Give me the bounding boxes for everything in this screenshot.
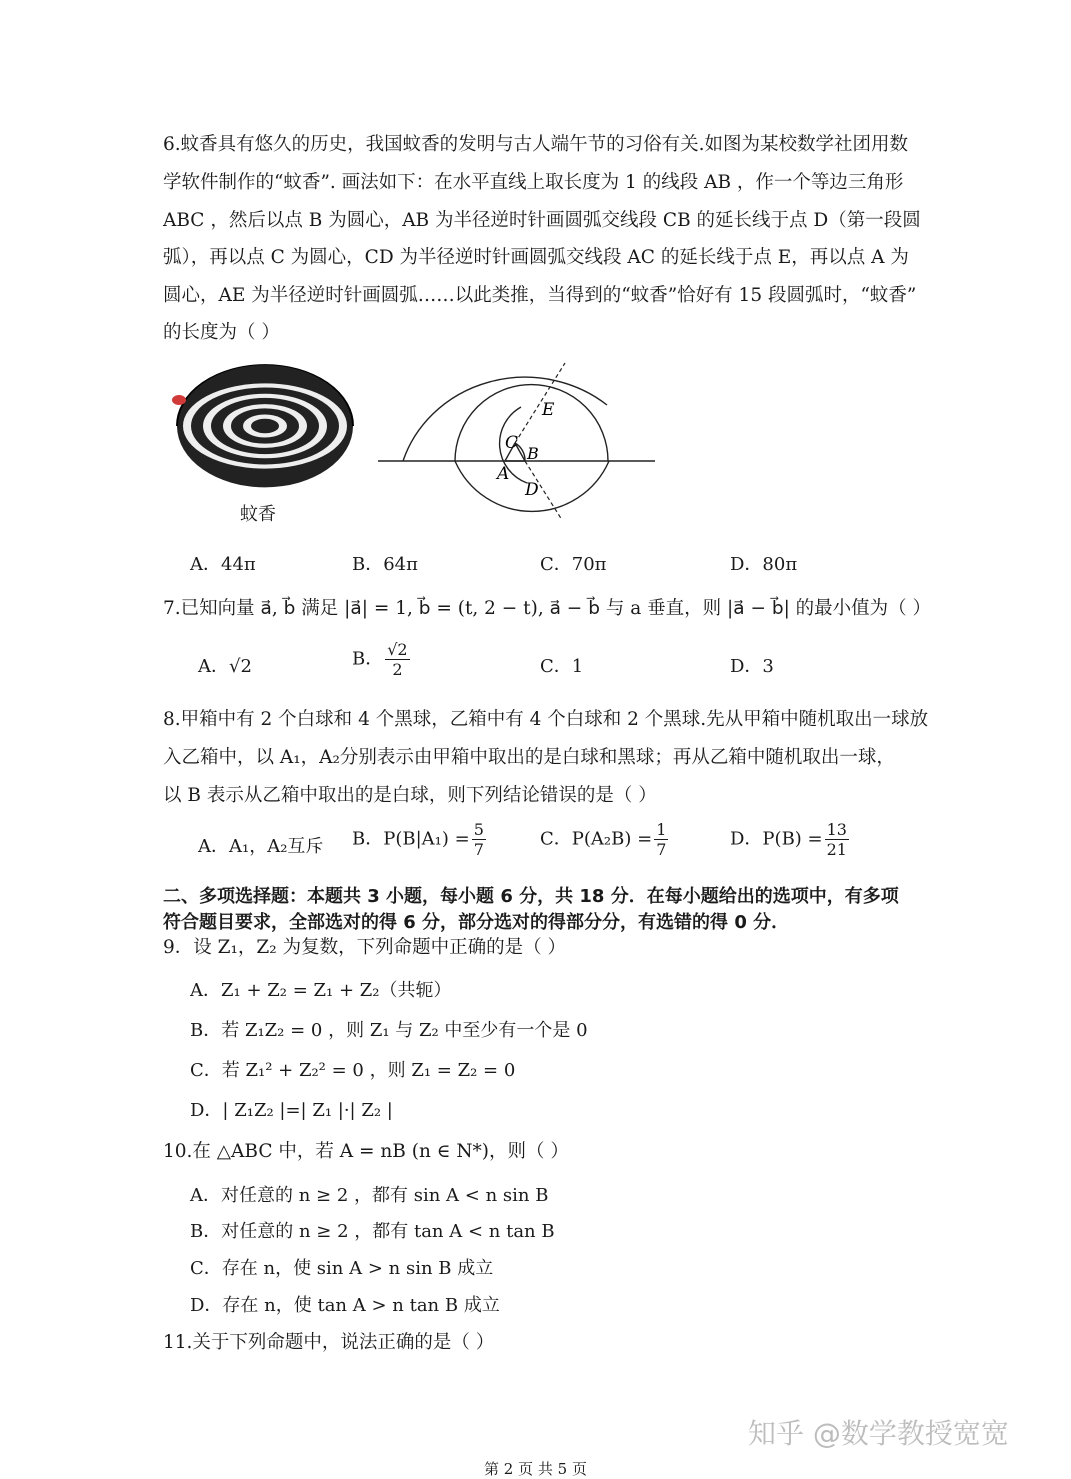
q10-stem: 10.在 △ABC 中，若 A = nB (n ∈ N*)，则（ ）	[163, 1141, 569, 1162]
q8-line-1: 8.甲箱中有 2 个白球和 4 个黑球，乙箱中有 4 个白球和 2 个黑球.先从甲箱中随机取出一球放	[163, 709, 929, 730]
q8-option-b-label: B．P(B|A₁) =	[352, 828, 470, 850]
q10-option-a: A．对任意的 n ≥ 2 ，都有 sin A < n sin B	[190, 1185, 549, 1206]
q6-option-a: A．44π	[190, 554, 256, 575]
q8-c-denominator: 7	[656, 840, 667, 859]
q8-option-c-label: C．P(A₂B) =	[540, 828, 653, 850]
label-B: B	[527, 444, 539, 463]
q8-option-b	[352, 820, 488, 859]
label-C: C	[505, 433, 519, 453]
label-A: A	[497, 464, 510, 484]
q8-b-denominator: 7	[473, 840, 484, 859]
q6-line-1: 6.蚊香具有悠久的历史，我国蚊香的发明与古人端午节的习俗有关.如图为某校数学社团用数	[163, 134, 909, 155]
q8-line-3: 以 B 表示从乙箱中取出的是白球，则下列结论错误的是（ ）	[163, 785, 657, 806]
q6-line-3: ABC ，然后以点 B 为圆心，AB 为半径逆时针画圆弧交线段 CB 的延长线于点 D（第一段圆	[163, 210, 921, 231]
q6-option-d: D．80π	[730, 554, 798, 575]
q7-option-d: D．3	[730, 656, 774, 677]
q10-option-d: D．存在 n，使 tan A > n tan B 成立	[190, 1295, 500, 1316]
q6-image-caption: 蚊香	[240, 504, 276, 525]
q8-option-d-fraction	[825, 820, 849, 859]
dashed-line	[515, 363, 565, 443]
spiral-diagram	[375, 355, 660, 540]
q6-option-b: B．64π	[352, 554, 418, 575]
q7-option-b	[352, 640, 412, 679]
q6-line-4: 弧），再以点 C 为圆心，CD 为半径逆时针画圆弧交线段 AC 的延长线于点 E，再以点 A 为	[163, 247, 909, 268]
q8-line-2: 入乙箱中，以 A₁，A₂分别表示由甲箱中取出的是白球和黑球；再从乙箱中随机取出一球，	[163, 747, 895, 768]
q6-line-2: 学软件制作的“蚊香”. 画法如下：在水平直线上取长度为 1 的线段 AB ，作一个等边三角形	[163, 172, 904, 193]
q6-option-c: C．70π	[540, 554, 607, 575]
q9-option-c: C．若 Z₁² + Z₂² = 0 ，则 Z₁ = Z₂ = 0	[190, 1060, 516, 1081]
q6-line-5: 圆心，AE 为半径逆时针画圆弧……以此类推，当得到的“蚊香”恰好有 15 段圆弧时，“蚊香”	[163, 285, 917, 306]
label-D: D	[525, 480, 539, 500]
page-footer: 第 2 页 共 5 页	[484, 1460, 587, 1478]
q8-option-d-label: D．P(B) =	[730, 828, 823, 850]
section-2-heading-line-1: 二、多项选择题：本题共 3 小题，每小题 6 分，共 18 分．在每小题给出的选项中，有多项	[163, 886, 899, 907]
q7-b-numerator: √2	[387, 640, 408, 659]
q9-option-a: A．Z₁ + Z₂ = Z₁ + Z₂（共轭）	[190, 980, 452, 1001]
q6-line-6: 的长度为（ ）	[163, 322, 280, 343]
q8-d-denominator: 21	[826, 840, 847, 859]
q8-option-d	[730, 820, 851, 859]
q7-option-b-fraction	[385, 640, 409, 679]
coil-tip-icon	[172, 395, 186, 405]
q7-option-c: C．1	[540, 656, 584, 677]
q8-b-numerator: 5	[473, 820, 484, 839]
q9-option-d: D．| Z₁Z₂ |=| Z₁ |·| Z₂ |	[190, 1100, 393, 1121]
q10-option-b: B．对任意的 n ≥ 2 ，都有 tan A < n tan B	[190, 1221, 555, 1242]
watermark: 知乎 @数学教授宽宽	[748, 1417, 1009, 1450]
q8-option-c-fraction	[654, 820, 668, 859]
q8-d-numerator: 13	[826, 820, 847, 839]
q7-option-a: A．√2	[198, 656, 252, 677]
q8-c-numerator: 1	[656, 820, 667, 839]
q8-option-b-fraction	[472, 820, 486, 859]
q9-option-b: B．若 Z₁Z₂ = 0 ，则 Z₁ 与 Z₂ 中至少有一个是 0	[190, 1020, 588, 1041]
q11-stem: 11.关于下列命题中，说法正确的是（ ）	[163, 1332, 495, 1353]
section-2-heading-line-2: 符合题目要求，全部选对的得 6 分，部分选对的得部分分，有选错的得 0 分．	[163, 912, 790, 933]
q9-stem: 9．设 Z₁，Z₂ 为复数，下列命题中正确的是（ ）	[163, 937, 566, 958]
mosquito-coil-image	[165, 360, 365, 495]
q10-option-c: C．存在 n，使 sin A > n sin B 成立	[190, 1258, 494, 1279]
q8-option-a: A．A₁，A₂互斥	[198, 836, 324, 857]
q7-b-denominator: 2	[392, 660, 403, 679]
q7-option-b-label: B．	[352, 648, 384, 670]
label-E: E	[542, 400, 555, 420]
q7-stem: 7.已知向量 a⃗, b⃗ 满足 |a⃗| = 1, b⃗ = (t, 2 − t), a⃗ − b⃗ 与 a 垂直，则 |a⃗ − b⃗| 的最小值为（ ）	[163, 598, 932, 619]
q8-option-c	[540, 820, 670, 859]
